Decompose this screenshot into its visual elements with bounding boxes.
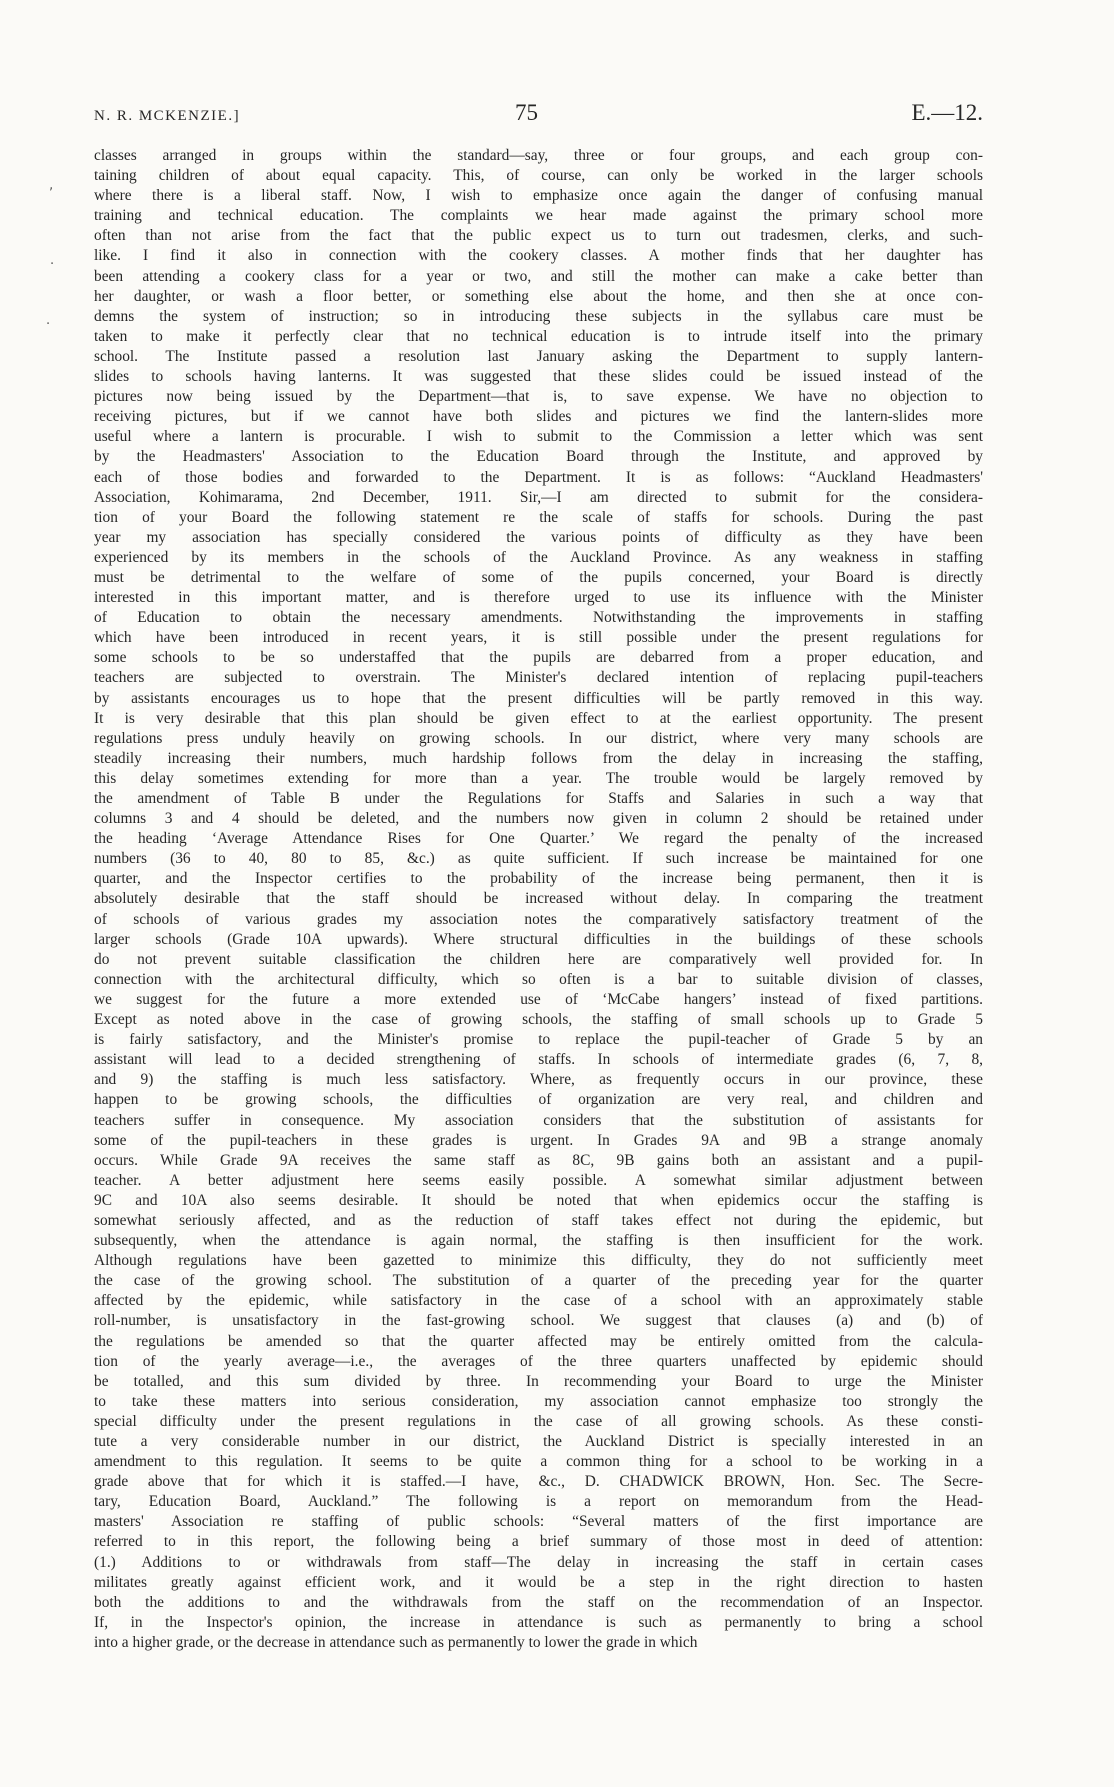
text-line: subsequently, when the attendance is again normal, the staffing is then insufficient for the work.	[94, 1232, 983, 1250]
text-line: must be detrimental to the welfare of some of the pupils concerned, your Board is directly	[94, 568, 983, 586]
text-line: somewhat seriously affected, and as the reduction of staff takes effect not during the epidemic, but	[94, 1211, 983, 1229]
text-line: referred to in this report, the following being a brief summary of those most in deed of attention:	[94, 1533, 983, 1551]
text-line: affected by the epidemic, while satisfactory in the case of a school with an approximately stable	[94, 1292, 983, 1310]
text-line: do not prevent suitable classification the children here are comparatively well provided for. In	[94, 950, 983, 968]
text-line: (1.) Additions to or withdrawals from staff—The delay in increasing the staff in certain cases	[94, 1553, 983, 1571]
header-author: N. R. MCKENZIE.]	[94, 108, 241, 124]
text-line: masters' Association re staffing of public schools: “Several matters of the first importance are	[94, 1513, 983, 1531]
text-line: absolutely desirable that the staff should be increased without delay. In comparing the treatment	[94, 890, 983, 908]
text-line: often than not arise from the fact that the public expect us to turn out tradesmen, clerks, and such-	[94, 227, 983, 245]
text-line: teacher. A better adjustment here seems easily possible. A somewhat similar adjustment between	[94, 1171, 983, 1189]
page-header	[94, 98, 983, 130]
text-line: occurs. While Grade 9A receives the same staff as 8C, 9B gains both an assistant and a pupil-	[94, 1151, 983, 1169]
text-line: year my association has specially considered the various points of difficulty as they have been	[94, 528, 983, 546]
text-line: Although regulations have been gazetted to minimize this difficulty, they do not sufficiently meet	[94, 1252, 983, 1270]
text-line: roll-number, is unsatisfactory in the fast-growing school. We suggest that clauses (a) and (b) of	[94, 1312, 983, 1330]
text-line: militates greatly against efficient work, and it would be a step in the right direction to hasten	[94, 1573, 983, 1591]
text-line: tion of your Board the following statement re the scale of staffs for schools. During the past	[94, 508, 983, 526]
text-line: regulations press unduly heavily on growing schools. In our district, where very many schools are	[94, 729, 983, 747]
text-line: by the Headmasters' Association to the Education Board through the Institute, and approved by	[94, 448, 983, 466]
text-line: assistant will lead to a decided strengthening of staffs. In schools of intermediate grades (6, 7, 8,	[94, 1051, 983, 1069]
text-line: her daughter, or wash a floor better, or something else about the home, and then she at once con-	[94, 287, 983, 305]
text-line: like. I find it also in connection with the cookery classes. A mother finds that her daughter has	[94, 247, 983, 265]
text-line: to take these matters into serious consideration, my association cannot emphasize too strongly the	[94, 1392, 983, 1410]
text-line: training and technical education. The complaints we hear made against the primary school more	[94, 207, 983, 225]
text-line: happen to be growing schools, the difficulties of organization are very real, and children and	[94, 1091, 983, 1109]
text-line: interested in this important matter, and is therefore urged to use its influence with the Minister	[94, 589, 983, 607]
text-line: teachers suffer in consequence. My association considers that the substitution of assistants for	[94, 1111, 983, 1129]
body-text	[94, 146, 983, 1653]
text-line: demns the system of instruction; so in introducing these subjects in the syllabus care must be	[94, 307, 983, 325]
page-number: 75	[515, 100, 538, 125]
text-line: each of those bodies and forwarded to the Department. It is as follows: “Auckland Headmasters'	[94, 468, 983, 486]
text-line: receiving pictures, but if we cannot have both slides and pictures we find the lantern-slides more	[94, 408, 983, 426]
text-line: classes arranged in groups within the standard—say, three or four groups, and each group con-	[94, 147, 983, 164]
text-line: which have been introduced in recent years, it is still possible under the present regulations for	[94, 629, 983, 647]
text-line: connection with the architectural difficulty, which so often is a bar to suitable division of classes,	[94, 970, 983, 988]
text-line: steadily increasing their numbers, much hardship follows from the delay in increasing the staffing,	[94, 749, 983, 767]
text-line: Association, Kohimarama, 2nd December, 1911. Sir,—I am directed to submit for the considera-	[94, 488, 983, 506]
text-line: both the additions to and the withdrawals from the staff on the recommendation of an Inspector.	[94, 1593, 983, 1611]
text-line: this delay sometimes extending for more than a year. The trouble would be largely removed by	[94, 769, 983, 787]
text-line: of schools of various grades my association notes the comparatively satisfactory treatment of the	[94, 910, 983, 928]
text-line: the amendment of Table B under the Regulations for Staffs and Salaries in such a way that	[94, 790, 983, 807]
text-line: school. The Institute passed a resolution last January asking the Department to supply lantern-	[94, 347, 983, 365]
text-line: is fairly satisfactory, and the Minister's promise to replace the pupil-teacher of Grade 5 by an	[94, 1031, 983, 1049]
text-line: Except as noted above in the case of growing schools, the staffing of small schools up to Grade 5	[94, 1011, 983, 1029]
text-line: slides to schools having lanterns. It was suggested that these slides could be issued instead of the	[94, 368, 983, 386]
margin-mark: ·	[46, 317, 51, 332]
text-line: taken to make it perfectly clear that no technical education is to intrude itself into the primary	[94, 327, 983, 345]
document-reference: E.—12.	[911, 100, 983, 125]
text-line: teachers are subjected to overstrain. The Minister's declared intention of replacing pupil-teachers	[94, 669, 983, 687]
margin-mark: ‚	[49, 178, 54, 193]
text-line: some schools to be so understaffed that the pupils are debarred from a proper education, and	[94, 649, 983, 667]
text-line: grade above that for which it is staffed.—I have, &c., D. CHADWICK BROWN, Hon. Sec. The Secre-	[94, 1473, 983, 1491]
text-line: and 9) the staffing is much less satisfactory. Where, as frequently occurs in our province, these	[94, 1071, 983, 1089]
text-line: amendment to this regulation. It seems to be quite a common thing for a school to be working in a	[94, 1453, 983, 1471]
text-line: by assistants encourages us to hope that the present difficulties will be partly removed in this way.	[94, 689, 983, 707]
text-line: some of the pupil-teachers in these grades is urgent. In Grades 9A and 9B a strange anomaly	[94, 1131, 983, 1149]
text-line: tute a very considerable number in our district, the Auckland District is specially interested in an	[94, 1433, 983, 1450]
text-line: the case of the growing school. The substitution of a quarter of the preceding year for the quarter	[94, 1272, 983, 1290]
text-line: pictures now being issued by the Department—that is, to save expense. We have no objection to	[94, 388, 983, 406]
text-line: where there is a liberal staff. Now, I wish to emphasize once again the danger of confusing manual	[94, 187, 983, 205]
text-line: we suggest for the future a more extended use of ‘McCabe hangers’ instead of fixed partitions.	[94, 990, 983, 1008]
text-line: larger schools (Grade 10A upwards). Where structural difficulties in the buildings of these schools	[94, 930, 983, 948]
text-line: It is very desirable that this plan should be given effect to at the earliest opportunity. The present	[94, 709, 983, 727]
text-line: numbers (36 to 40, 80 to 85, &c.) as quite sufficient. If such increase be maintained for one	[94, 850, 983, 868]
text-line: tion of the yearly average—i.e., the averages of the three quarters unaffected by epidemic should	[94, 1352, 983, 1370]
text-line: been attending a cookery class for a year or two, and still the mother can make a cake better than	[94, 267, 983, 285]
text-line: into a higher grade, or the decrease in attendance such as permanently to lower the grade in which	[94, 1633, 698, 1651]
text-line: If, in the Inspector's opinion, the increase in attendance is such as permanently to bring a school	[94, 1613, 983, 1631]
text-line: useful where a lantern is procurable. I wish to submit to the Commission a letter which was sent	[94, 428, 983, 446]
text-line: 9C and 10A also seems desirable. It should be noted that when epidemics occur the staffing is	[94, 1191, 983, 1209]
margin-mark: ·	[50, 257, 55, 272]
text-line: the heading ‘Average Attendance Rises for One Quarter.’ We regard the penalty of the increased	[94, 830, 983, 848]
text-line: special difficulty under the present regulations in the case of all growing schools. As these consti-	[94, 1412, 983, 1430]
text-line: tary, Education Board, Auckland.” The following is a report on memorandum from the Head-	[94, 1493, 983, 1511]
text-line: columns 3 and 4 should be deleted, and the numbers now given in column 2 should be retained under	[94, 810, 983, 828]
text-line: experienced by its members in the schools of the Auckland Province. As any weakness in staffing	[94, 548, 983, 566]
text-line: of Education to obtain the necessary amendments. Notwithstanding the improvements in staffing	[94, 609, 983, 627]
text-line: be totalled, and this sum divided by three. In recommending your Board to urge the Minister	[94, 1372, 983, 1390]
text-line: the regulations be amended so that the quarter affected may be entirely omitted from the calcula-	[94, 1332, 983, 1350]
text-line: taining children of about equal capacity. This, of course, can only be worked in the larger schools	[94, 167, 983, 185]
text-line: quarter, and the Inspector certifies to the probability of the increase being permanent, then it is	[94, 870, 983, 888]
